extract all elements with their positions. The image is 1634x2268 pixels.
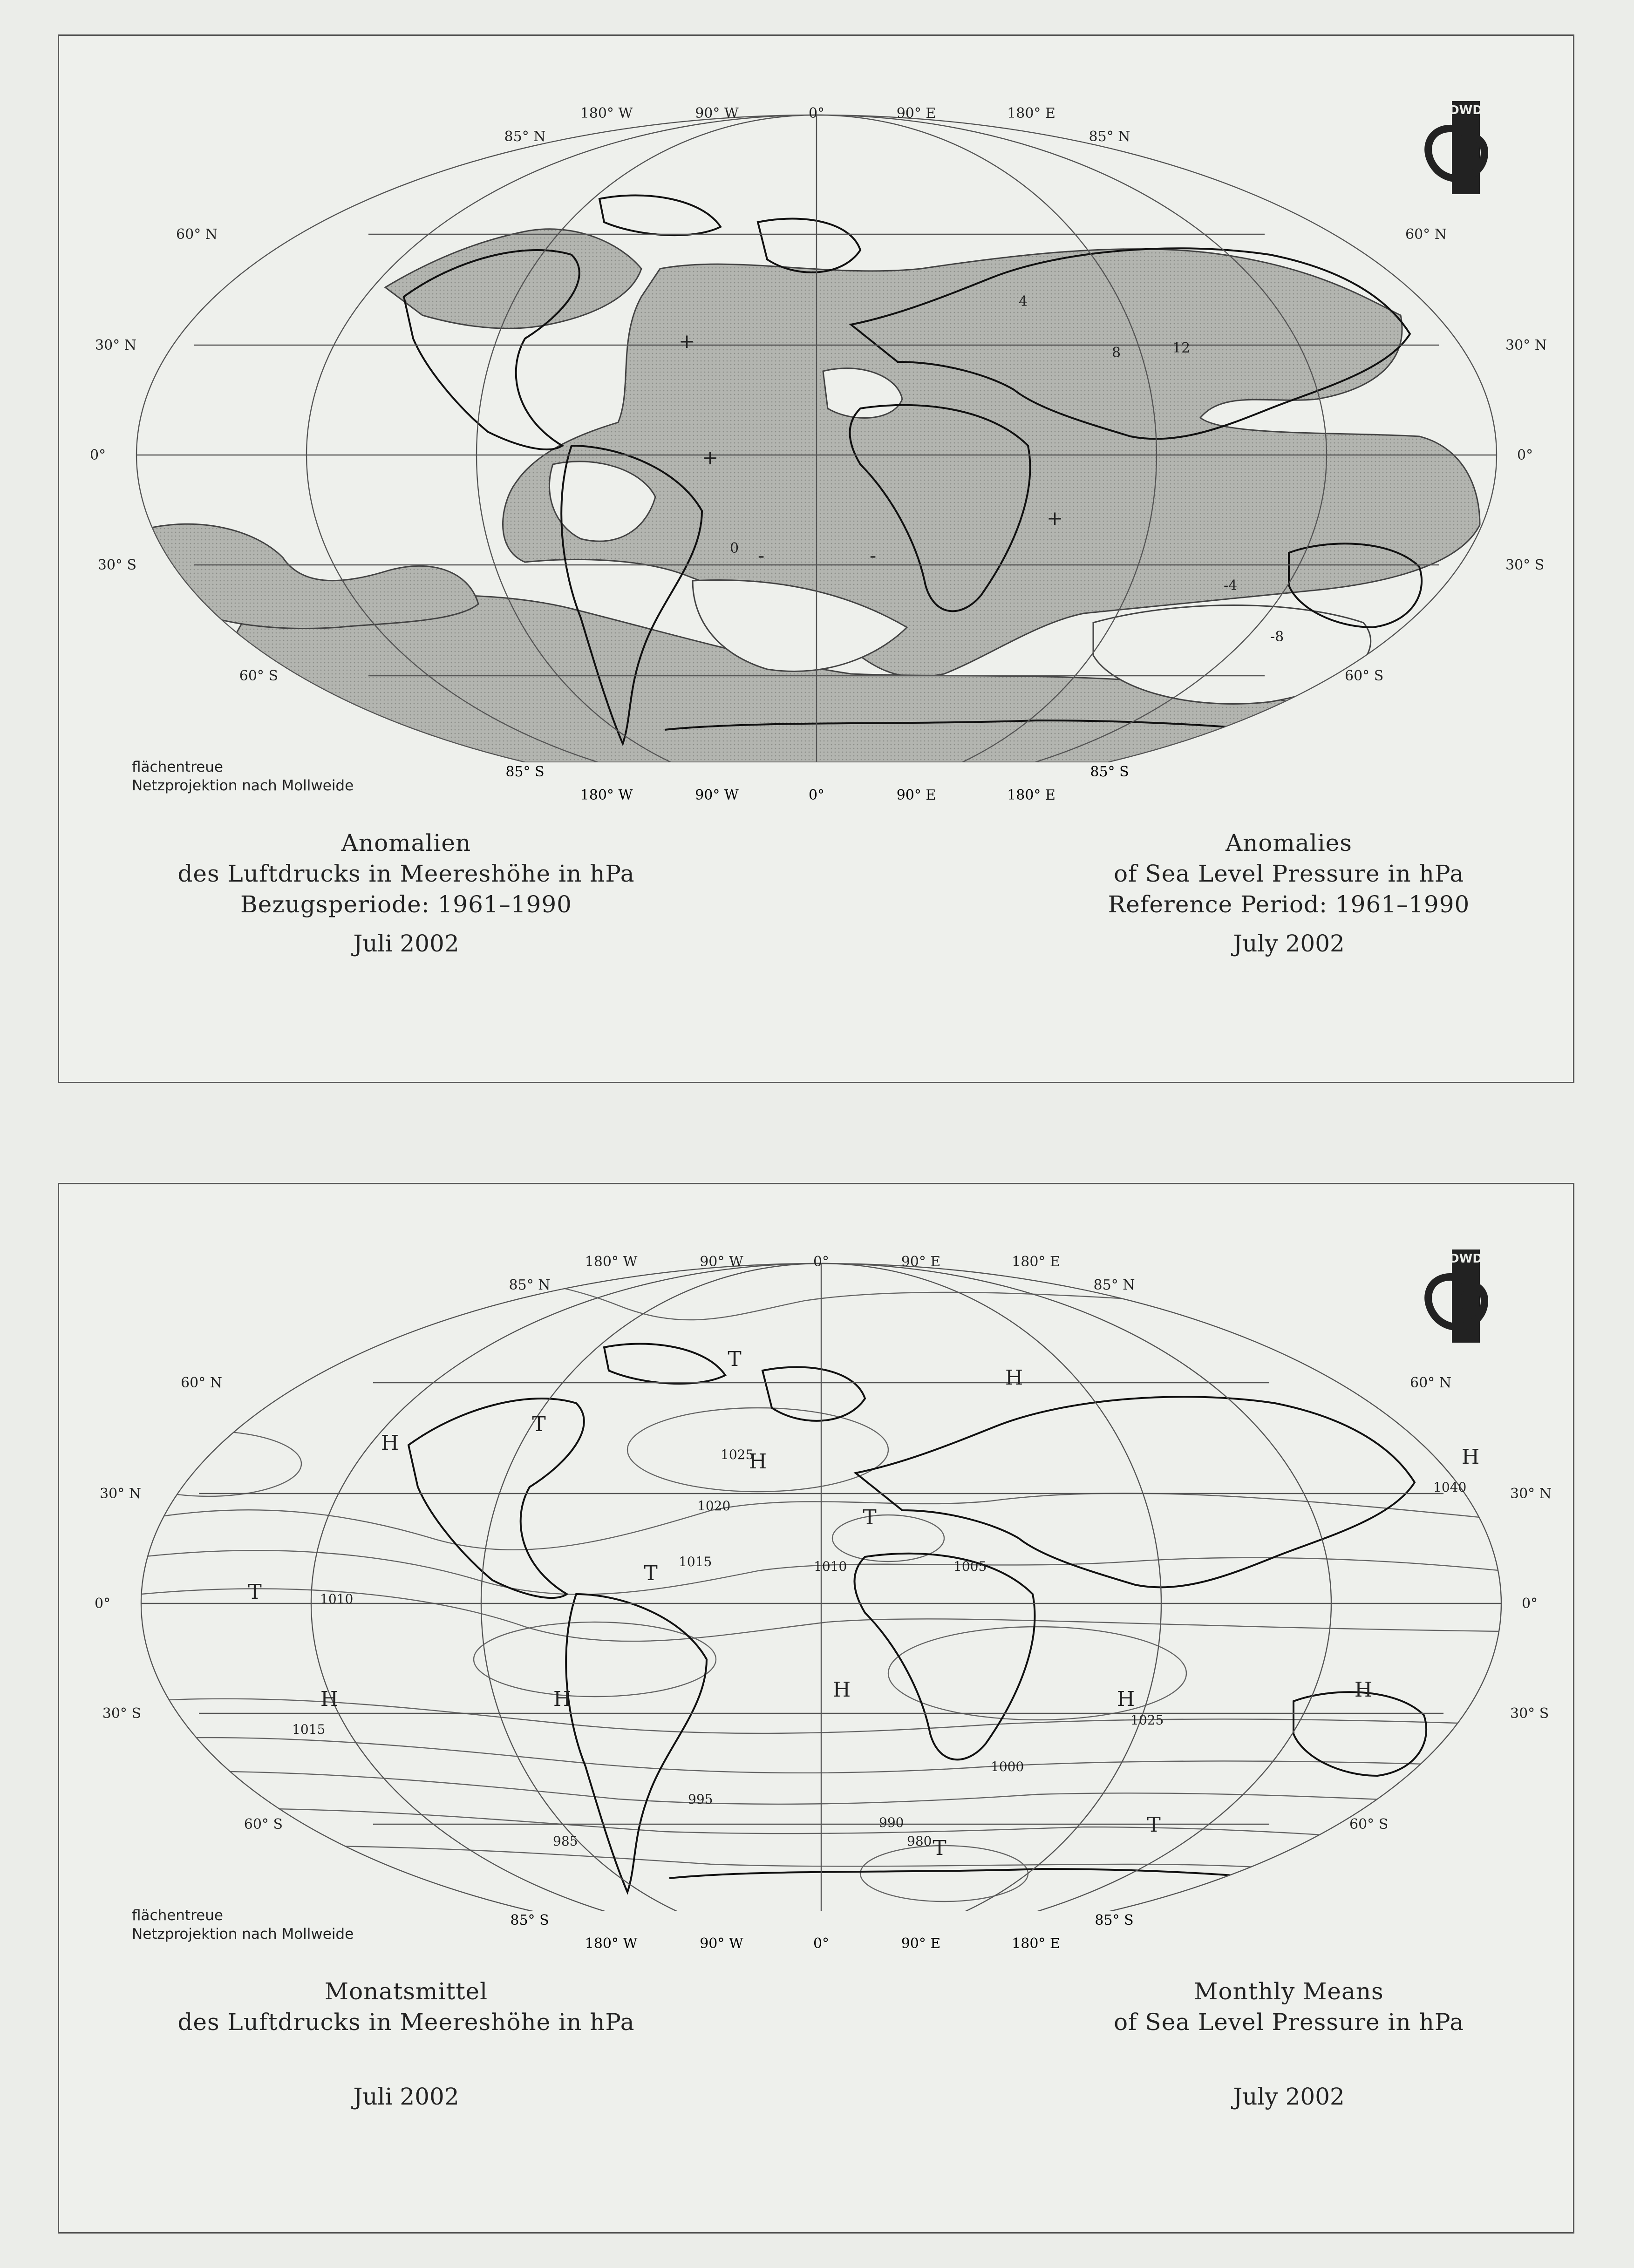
svg-text:180° E: 180° E (1012, 1254, 1060, 1270)
svg-text:85° S: 85° S (1090, 764, 1129, 780)
svg-text:T: T (863, 1506, 877, 1529)
anomaly-caption-de: Anomalien des Luftdrucks in Meereshöhe in hPa Bezugsperiode: 1961–1990 (177, 829, 635, 918)
svg-text:-: - (870, 544, 877, 567)
svg-text:30° N: 30° N (1505, 337, 1547, 353)
mean-caption-de: Monatsmittel des Luftdrucks in Meereshöhe in hPa (177, 1978, 635, 2036)
svg-text:0°: 0° (1517, 447, 1533, 463)
svg-text:180° W: 180° W (580, 105, 633, 122)
svg-text:H: H (1461, 1445, 1480, 1469)
svg-text:T: T (644, 1562, 658, 1585)
svg-text:60° S: 60° S (1349, 1816, 1389, 1833)
svg-text:0°: 0° (808, 105, 825, 122)
svg-text:180° E: 180° E (1007, 787, 1055, 803)
svg-text:H: H (832, 1678, 851, 1702)
svg-text:0°: 0° (813, 1935, 830, 1952)
svg-text:12: 12 (1172, 340, 1191, 356)
svg-text:90° E: 90° E (901, 1935, 941, 1952)
svg-text:H: H (1354, 1678, 1373, 1702)
anomaly-map (59, 36, 1573, 762)
svg-text:180° W: 180° W (585, 1254, 638, 1270)
mean-map-panel (58, 1183, 1574, 2234)
svg-text:90° W: 90° W (695, 105, 739, 122)
svg-text:0°: 0° (808, 787, 825, 803)
svg-text:985: 985 (553, 1833, 578, 1849)
svg-text:DWD: DWD (1449, 1252, 1483, 1266)
mean-caption-en: Monthly Means of Sea Level Pressure in hPa (1113, 1978, 1464, 2036)
svg-text:85° N: 85° N (504, 129, 546, 145)
svg-text:60° S: 60° S (239, 668, 278, 684)
svg-text:990: 990 (879, 1815, 904, 1830)
svg-text:60° N: 60° N (176, 226, 218, 243)
svg-text:90° E: 90° E (896, 105, 936, 122)
svg-text:1010: 1010 (814, 1559, 847, 1574)
dwd-logo (1419, 101, 1494, 194)
svg-text:90° E: 90° E (901, 1254, 941, 1270)
svg-text:85° S: 85° S (510, 1912, 549, 1928)
svg-text:+: + (679, 330, 695, 353)
projection-note: flächentreue Netzprojektion nach Mollweide (132, 759, 354, 794)
svg-text:-8: -8 (1270, 629, 1284, 645)
svg-text:-: - (758, 544, 765, 567)
svg-text:30° S: 30° S (97, 557, 136, 573)
svg-text:4: 4 (1019, 293, 1028, 310)
svg-text:H: H (1005, 1366, 1023, 1390)
mean-month-de: Juli 2002 (353, 2083, 459, 2110)
svg-text:1025: 1025 (721, 1447, 754, 1462)
mean-month-en: July 2002 (1233, 2083, 1345, 2110)
svg-text:1020: 1020 (697, 1498, 731, 1514)
svg-text:30° N: 30° N (100, 1486, 141, 1502)
svg-text:180° E: 180° E (1007, 105, 1055, 122)
svg-text:85° S: 85° S (1095, 1912, 1134, 1928)
svg-text:90° W: 90° W (695, 787, 739, 803)
positive-anomaly-area (503, 249, 1480, 677)
svg-text:H: H (1117, 1687, 1135, 1711)
dwd-logo (1419, 1249, 1494, 1343)
svg-text:1005: 1005 (953, 1559, 987, 1574)
svg-text:85° S: 85° S (505, 764, 545, 780)
svg-text:T: T (532, 1412, 546, 1436)
svg-text:85° N: 85° N (1093, 1277, 1135, 1293)
svg-text:1010: 1010 (320, 1591, 354, 1607)
meridian-labels-bottom (59, 1911, 1573, 1953)
positive-anomaly-area-north (385, 229, 641, 328)
svg-text:0°: 0° (1522, 1596, 1538, 1612)
meridian-labels-bottom (59, 762, 1573, 804)
projection-note: flächentreue Netzprojektion nach Mollweide (132, 1907, 354, 1942)
svg-text:T: T (248, 1580, 262, 1604)
svg-text:H: H (749, 1450, 767, 1474)
svg-text:60° N: 60° N (181, 1375, 222, 1391)
svg-text:30° N: 30° N (1510, 1486, 1552, 1502)
svg-text:H: H (381, 1431, 399, 1455)
svg-text:60° N: 60° N (1410, 1375, 1451, 1391)
svg-text:0°: 0° (90, 447, 106, 463)
svg-text:T: T (728, 1347, 742, 1371)
svg-text:1015: 1015 (679, 1554, 712, 1569)
svg-text:30° S: 30° S (1505, 557, 1545, 573)
svg-text:-4: -4 (1224, 577, 1238, 594)
svg-text:995: 995 (688, 1792, 713, 1807)
svg-text:180° W: 180° W (585, 1935, 638, 1952)
svg-text:DWD: DWD (1449, 103, 1483, 117)
svg-text:0°: 0° (813, 1254, 830, 1270)
anomaly-map-panel (58, 34, 1574, 1083)
svg-text:85° N: 85° N (1089, 129, 1130, 145)
svg-text:180° W: 180° W (580, 787, 633, 803)
svg-text:980: 980 (907, 1833, 932, 1849)
svg-text:H: H (553, 1687, 572, 1711)
coastlines (408, 1344, 1426, 1893)
svg-text:1040: 1040 (1433, 1480, 1467, 1495)
mean-map (59, 1184, 1573, 1911)
svg-text:180° E: 180° E (1012, 1935, 1060, 1952)
svg-text:60° S: 60° S (244, 1816, 283, 1833)
isobar-labels (292, 1447, 1466, 1849)
svg-text:1000: 1000 (991, 1759, 1024, 1774)
svg-text:1025: 1025 (1130, 1712, 1164, 1728)
anomaly-caption-en: Anomalies of Sea Level Pressure in hPa Reference Period: 1961–1990 (1108, 829, 1470, 918)
svg-text:0: 0 (730, 540, 739, 557)
svg-text:90° E: 90° E (896, 787, 936, 803)
svg-text:90° W: 90° W (700, 1254, 743, 1270)
svg-text:60° N: 60° N (1405, 226, 1447, 243)
svg-text:H: H (320, 1687, 339, 1711)
meridian-labels-top (504, 105, 1130, 145)
svg-text:8: 8 (1112, 345, 1121, 361)
svg-text:T: T (1147, 1813, 1161, 1837)
positive-anomaly-area-west (143, 524, 478, 628)
anomaly-month-en: July 2002 (1233, 930, 1345, 957)
svg-text:+: + (702, 446, 719, 469)
svg-text:T: T (933, 1836, 946, 1860)
svg-text:30° S: 30° S (1510, 1705, 1549, 1722)
svg-text:30° N: 30° N (95, 337, 136, 353)
svg-text:0°: 0° (95, 1596, 111, 1612)
svg-text:90° W: 90° W (700, 1935, 743, 1952)
svg-text:60° S: 60° S (1345, 668, 1384, 684)
svg-text:+: + (1047, 507, 1063, 530)
graticule-lines (141, 1263, 1501, 1911)
svg-text:1015: 1015 (292, 1722, 326, 1737)
svg-text:85° N: 85° N (509, 1277, 551, 1293)
anomaly-month-de: Juli 2002 (353, 930, 459, 957)
svg-text:30° S: 30° S (102, 1705, 141, 1722)
meridian-labels-top (509, 1254, 1135, 1293)
